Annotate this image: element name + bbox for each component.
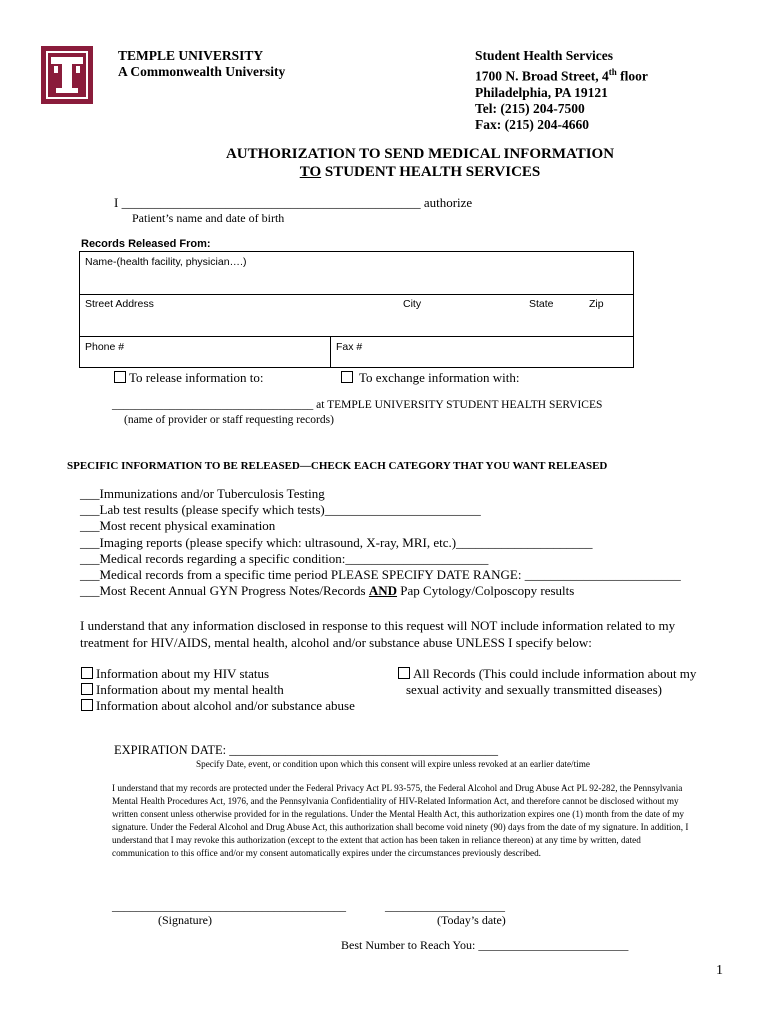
sensitive-options — [81, 666, 355, 715]
all-records-label-2: sexual activity and sexually transmitted diseases) — [406, 682, 662, 698]
list-item[interactable]: ___Medical records from a specific time period PLEASE SPECIFY DATE RANGE: ________________________ — [80, 567, 681, 583]
release-checkbox[interactable] — [114, 371, 126, 383]
signature-line[interactable]: _______________________________________ — [112, 899, 346, 913]
zip-label: Zip — [589, 298, 604, 310]
alcohol-option[interactable]: Information about alcohol and/or substance abuse — [81, 698, 355, 714]
university-tagline: A Commonwealth University — [118, 64, 286, 79]
temple-t-icon — [41, 46, 93, 104]
patient-caption: Patient’s name and date of birth — [132, 211, 285, 225]
temple-logo — [41, 46, 93, 104]
university-block — [118, 48, 285, 80]
specific-info-list — [80, 486, 681, 599]
list-item[interactable]: ___Most recent physical examination — [80, 518, 276, 534]
state-label: State — [529, 298, 554, 310]
alcohol-checkbox[interactable] — [81, 699, 93, 711]
expiration-date-line[interactable]: EXPIRATION DATE: ___________________________________________ — [114, 743, 499, 757]
form-title — [0, 145, 770, 181]
list-item[interactable]: ___Most Recent Annual GYN Progress Notes/Records AND Pap Cytology/Colposcopy results — [80, 583, 575, 599]
department-name: Student Health Services — [475, 48, 613, 63]
street-address-label: Street Address — [85, 298, 154, 310]
exchange-checkbox[interactable] — [341, 371, 353, 383]
all-records-checkbox[interactable] — [398, 667, 410, 679]
facility-name-label: Name-(health facility, physician….) — [85, 256, 247, 268]
release-label: To release information to: — [129, 370, 264, 385]
all-records-option[interactable] — [398, 666, 696, 698]
date-line[interactable]: ____________________ — [385, 899, 505, 913]
list-item[interactable]: ___Lab test results (please specify which tests)________________________ — [80, 502, 481, 518]
mental-health-option[interactable]: Information about my mental health — [81, 682, 355, 698]
mental-health-checkbox[interactable] — [81, 683, 93, 695]
all-records-label: All Records (This could include information about my — [413, 666, 697, 681]
patient-authorize-line[interactable]: I ______________________________________________ authorize — [114, 195, 473, 210]
address-line2: Philadelphia, PA 19121 — [475, 84, 608, 100]
fax: Fax: (215) 204-4660 — [475, 116, 589, 132]
records-table — [79, 251, 634, 368]
specific-info-heading: SPECIFIC INFORMATION TO BE RELEASED—CHECK EACH CATEGORY THAT YOU WANT RELEASED — [67, 460, 608, 472]
best-number-line[interactable]: Best Number to Reach You: _________________________ — [341, 938, 629, 952]
provider-caption: (name of provider or staff requesting records) — [124, 414, 334, 426]
expiration-caption: Specify Date, event, or condition upon which this consent will expire unless revoked at an earlier date/time — [196, 759, 590, 769]
exchange-option[interactable] — [341, 370, 519, 386]
phone-fax-divider — [330, 336, 331, 367]
legal-text: I understand that my records are protected under the Federal Privacy Act PL 93-575, the Federal Alcohol and Drug Abuse Act PL 92-282, the Pennsylvania Mental Health Procedures Act, 1976, and the Pennsylvania Confidentiality of HIV-Related Information Act, and therefore cannot be disclosed without my written consent unless otherwise provided for in the regulations. Under the Mental Health Act, this authorization expires one (1) month from the date of my signature. Under the Federal Alcohol and Drug Abuse Act, this authorization shall become void ninety (90) days from the date of my signature. In addition, I understand that I may revoke this authorization (except to the extent that action has been taken in reliance thereon) at any time by written, dated communication to this office and/or my consent automatically expires under the circumstances previously described. — [112, 783, 689, 859]
signature-label: (Signature) — [158, 913, 212, 927]
city-label: City — [403, 298, 422, 310]
provider-line[interactable]: ___________________________________ at TEMPLE UNIVERSITY STUDENT HEALTH SERVICES — [112, 399, 603, 411]
date-label: (Today’s date) — [437, 913, 506, 927]
address-block — [475, 48, 648, 133]
phone-label: Phone # — [85, 341, 125, 353]
disclosure-notice: I understand that any information disclosed in response to this request will NOT include information related to my treatment for HIV/AIDS, mental health, alcohol and/or substance abuse UNLESS I specify below: — [80, 618, 676, 650]
records-heading: Records Released From: — [81, 238, 211, 250]
title-line2: TO STUDENT HEALTH SERVICES — [299, 164, 541, 180]
hiv-option[interactable]: Information about my HIV status — [81, 666, 355, 682]
row-divider-1 — [80, 294, 633, 295]
list-item[interactable]: ___Imaging reports (please specify which: ultrasound, X-ray, MRI, etc.)_____________________ — [80, 534, 593, 550]
exchange-label: To exchange information with: — [356, 370, 520, 385]
list-item[interactable]: ___Medical records regarding a specific condition:______________________ — [80, 550, 489, 566]
university-name: TEMPLE UNIVERSITY — [118, 48, 264, 63]
list-item[interactable]: ___Immunizations and/or Tuberculosis Testing — [80, 486, 325, 501]
release-option[interactable] — [114, 370, 263, 386]
fax-label: Fax # — [336, 341, 363, 353]
page-number: 1 — [716, 963, 723, 978]
title-line1: AUTHORIZATION TO SEND MEDICAL INFORMATION — [225, 146, 615, 162]
row-divider-2 — [80, 336, 633, 337]
telephone: Tel: (215) 204-7500 — [475, 100, 585, 116]
hiv-checkbox[interactable] — [81, 667, 93, 679]
address-line1: 1700 N. Broad Street, 4th floor — [475, 67, 648, 84]
